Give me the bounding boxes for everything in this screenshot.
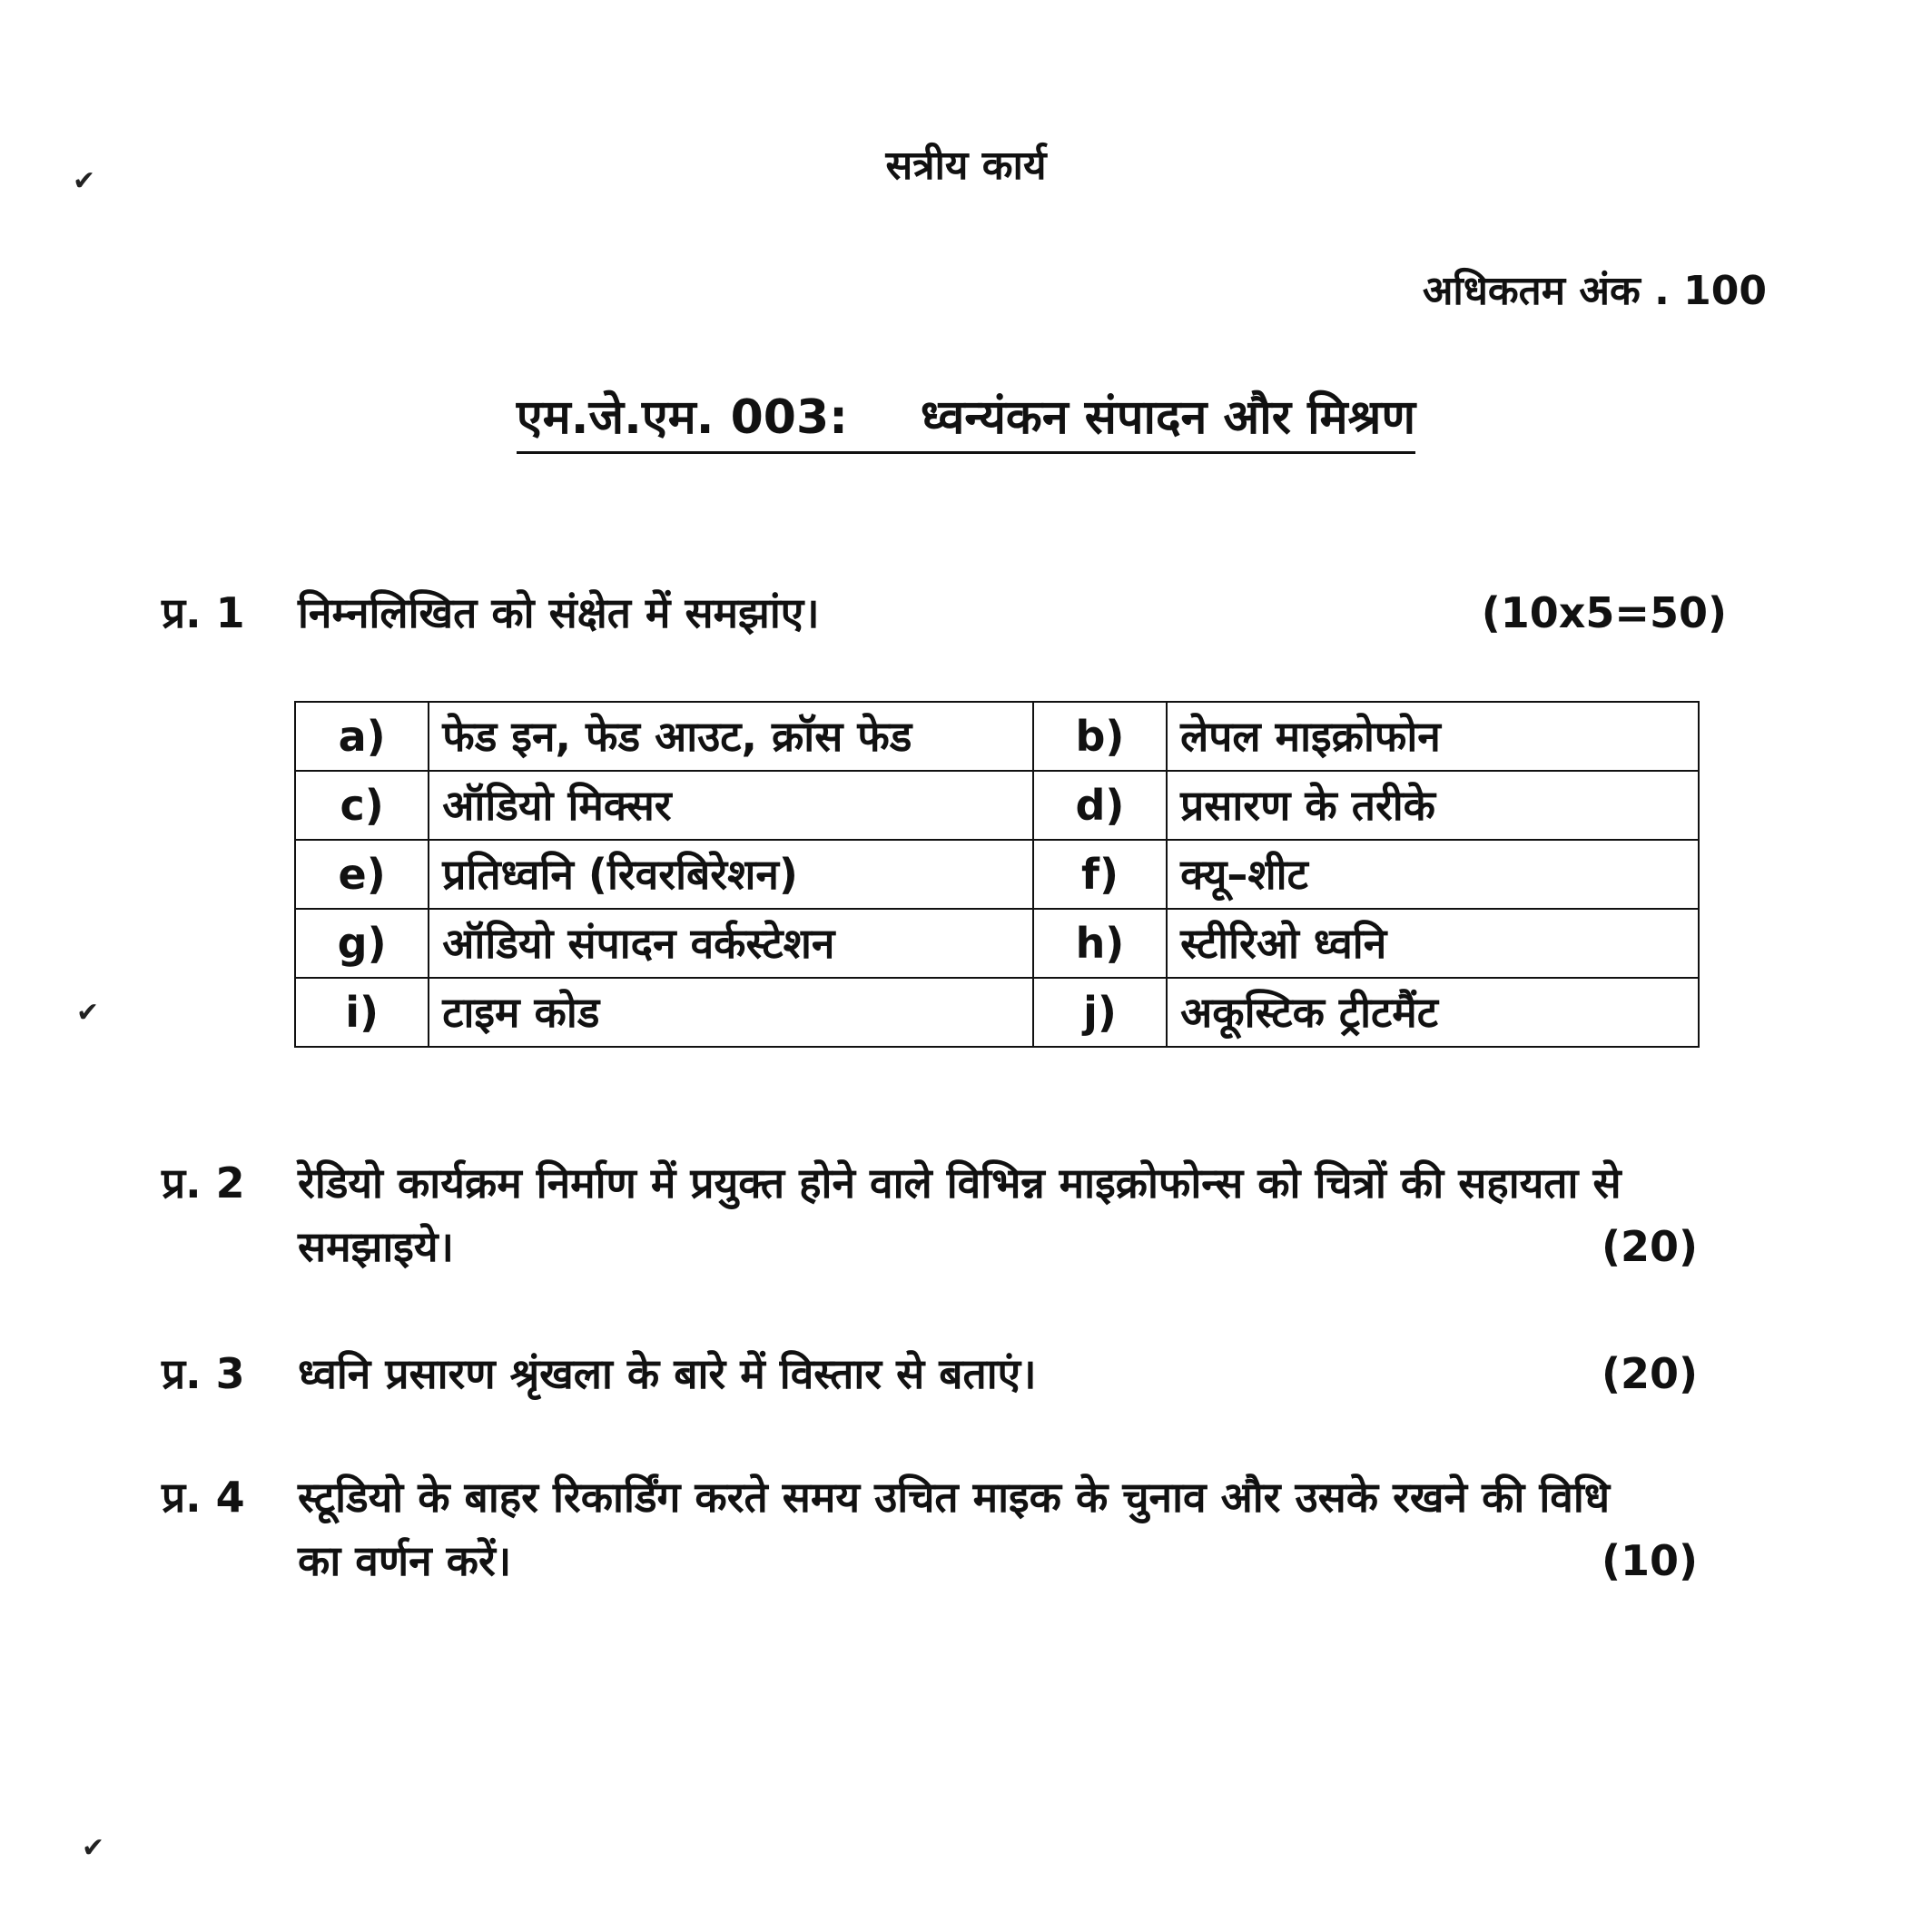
term-label: j) (1033, 978, 1167, 1047)
term-label: a) (295, 702, 429, 771)
term-label: f) (1033, 840, 1167, 909)
term-text: ऑडियो संपादन वर्कस्टेशन (429, 909, 1033, 978)
page-title: सत्रीय कार्य (885, 143, 1047, 189)
course-name: ध्वन्यंकन संपादन और मिश्रण (920, 390, 1416, 445)
term-text: स्टीरिओ ध्वनि (1167, 909, 1699, 978)
question-text: निम्नलिखित को संक्षेत में समझांए। (298, 588, 820, 637)
question-number: प्र. 4 (162, 1473, 245, 1522)
course-heading-underlined (517, 383, 1415, 454)
term-label: g) (295, 909, 429, 978)
punch-mark-icon: ✔ (76, 997, 100, 1029)
term-text: प्रतिध्वनि (रिवरबिरेशन) (429, 840, 1033, 909)
question-marks: (10x5=50) (1481, 588, 1727, 637)
course-code: एम.जे.एम. 003: (516, 390, 848, 445)
punch-mark-icon: ✔ (73, 165, 96, 197)
table-row (295, 702, 1699, 771)
term-text: लेपल माइक्रोफोन (1167, 702, 1699, 771)
max-marks: अधिकतम अंक . 100 (1422, 268, 1767, 314)
question-text: स्टूडियो के बाहर रिकार्डिंग करते समय उचित माइक के चुनाव और उसके रखने की विधि का वर्णन करें। (298, 1473, 1611, 1585)
table-row (295, 978, 1699, 1047)
table-row (295, 771, 1699, 840)
question-number: प्र. 3 (162, 1349, 245, 1398)
term-text: ऑडियो मिक्सर (429, 771, 1033, 840)
question-2 (162, 1151, 1778, 1278)
question-text: रेडियो कार्यक्रम निर्माण में प्रयुक्त होने वाले विभिन्न माइक्रोफोन्स को चित्रों की सहायता से समझाइये। (298, 1158, 1622, 1271)
question-marks: (20) (1601, 1222, 1698, 1271)
term-text: क्यू–शीट (1167, 840, 1699, 909)
term-label: d) (1033, 771, 1167, 840)
question-number: प्र. 2 (162, 1158, 245, 1208)
term-label: i) (295, 978, 429, 1047)
question-marks: (20) (1601, 1349, 1698, 1398)
course-heading (0, 383, 1932, 454)
term-text: फेड इन, फेड आउट, क्रॉस फेड (429, 702, 1033, 771)
table-row (295, 909, 1699, 978)
question-marks: (10) (1601, 1536, 1698, 1585)
term-label: e) (295, 840, 429, 909)
term-text: अकूस्टिक ट्रीटमैंट (1167, 978, 1699, 1047)
punch-mark-icon: ✔ (82, 1832, 105, 1864)
term-label: b) (1033, 702, 1167, 771)
term-label: h) (1033, 909, 1167, 978)
term-text: प्रसारण के तरीके (1167, 771, 1699, 840)
question-3 (162, 1342, 1778, 1405)
question-4 (162, 1465, 1778, 1592)
term-text: टाइम कोड (429, 978, 1033, 1047)
term-label: c) (295, 771, 429, 840)
terms-table (294, 701, 1700, 1048)
table-row (295, 840, 1699, 909)
question-1 (162, 581, 1778, 645)
question-text: ध्वनि प्रसारण श्रृंखला के बारे में विस्तार से बताएं। (298, 1349, 1037, 1398)
question-number: प्र. 1 (162, 588, 245, 637)
